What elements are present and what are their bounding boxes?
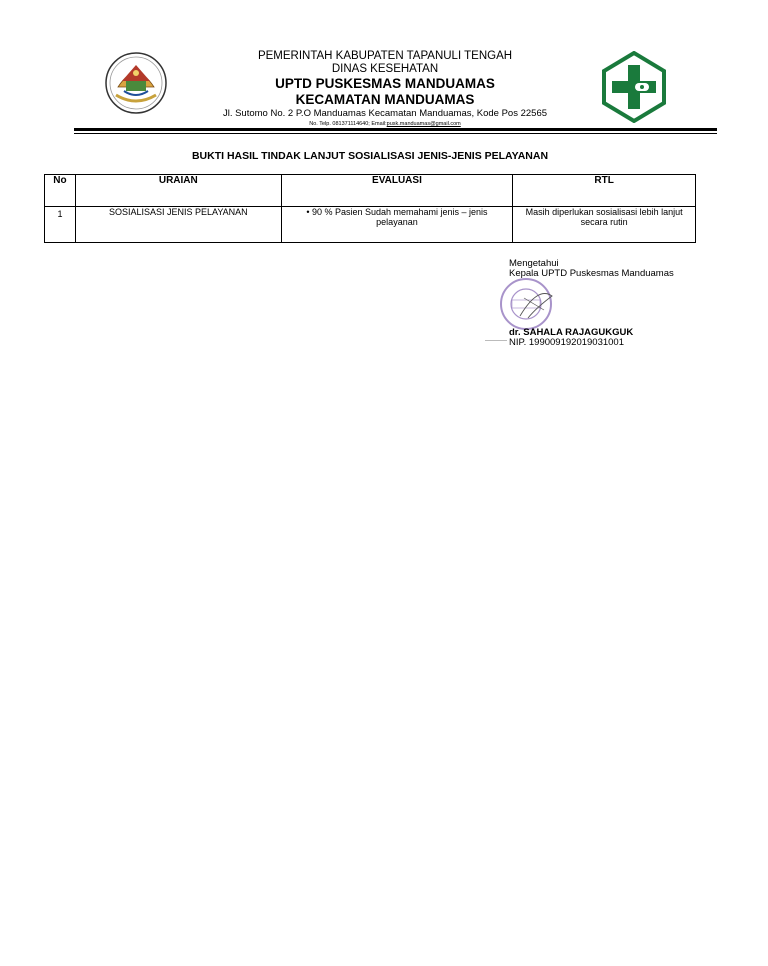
agency-name: DINAS KESEHATAN [331,63,439,75]
cell-uraian: SOSIALISASI JENIS PELAYANAN [75,207,281,243]
address-line: Jl. Sutomo No. 2 P.O Manduamas Kecamatan Manduamas, Kode Pos 22565 [222,108,548,119]
column-header-uraian: URAIAN [75,175,281,207]
document-title: BUKTI HASIL TINDAK LANJUT SOSIALISASI JENIS-JENIS PELAYANAN [191,150,549,162]
signature-mark [485,340,507,341]
column-header-evaluasi: EVALUASI [281,175,513,207]
acknowledged-label: Mengetahui [509,258,559,269]
email-link[interactable]: pusk.manduamas@gmail.com [386,121,461,127]
column-header-no: No [45,175,76,207]
cell-evaluasi: • 90 % Pasien Sudah memahami jenis – jenis pelayanan [281,207,513,243]
signer-name: dr. SAHALA RAJAGUKGUK [509,327,634,338]
signer-nip: NIP. 199009192019031001 [509,337,624,348]
table-row [45,207,696,243]
header-divider-thin [74,133,717,134]
contact-line [180,120,590,128]
follow-up-table [44,174,696,243]
regency-emblem-logo [104,51,168,115]
header-divider-thick [74,128,717,131]
table-header-row [45,175,696,207]
letterhead [180,50,590,128]
signer-position: Kepala UPTD Puskesmas Manduamas [509,268,674,279]
cell-no: 1 [45,207,76,243]
kemenkes-logo [601,51,667,123]
cell-rtl: Masih diperlukan sosialisasi lebih lanjut secara rutin [513,207,696,243]
district-name: KECAMATAN MANDUAMAS [295,92,475,107]
government-name: PEMERINTAH KABUPATEN TAPANULI TENGAH [257,50,513,62]
institution-name: UPTD PUSKESMAS MANDUAMAS [275,76,495,91]
contact-prefix: No. Telp. 081371114640; Email: [309,121,387,127]
signature-block [509,259,674,348]
column-header-rtl: RTL [513,175,696,207]
